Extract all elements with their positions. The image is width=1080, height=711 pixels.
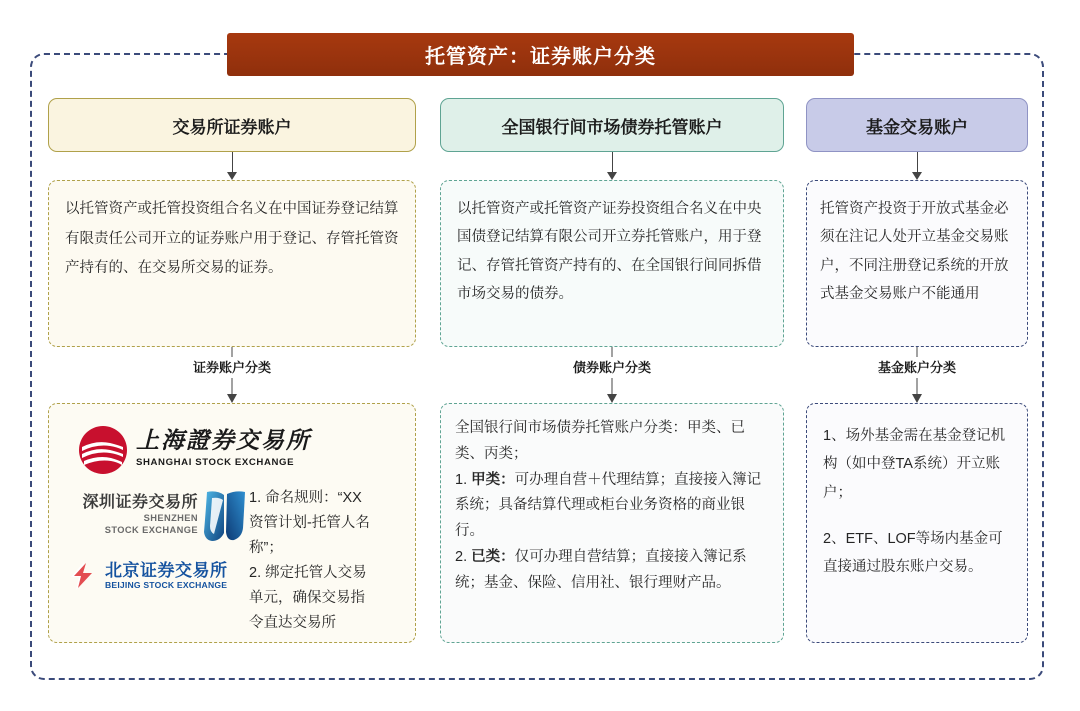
item-body: 可办理自营＋代理结算；直接接入簿记系统；具备结算代理或柜台业务资格的商业银行。 xyxy=(455,471,762,540)
note-line: 称”； xyxy=(249,539,283,556)
bse-text xyxy=(105,562,228,591)
description-fund-trading-account xyxy=(806,180,1028,347)
spacer xyxy=(823,507,1011,525)
header-label: 全国银行间市场债券托管账户 xyxy=(501,117,723,138)
sse-english-name: SHANGHAI STOCK EXCHANGE xyxy=(136,457,295,469)
header-exchange-securities-account[interactable] xyxy=(48,98,416,152)
connector-arrow-col1-top xyxy=(48,152,416,180)
connector-arrow-col2-labeled xyxy=(440,347,784,403)
item-term: 已类： xyxy=(471,548,515,565)
page-title: 托管资产：证券账户分类 xyxy=(425,44,656,68)
shanghai-stock-exchange-icon xyxy=(77,424,129,476)
detail-intro: 全国银行间市场债券托管账户分类：甲类、已类、丙类； xyxy=(455,420,745,462)
arrow-head-icon xyxy=(912,394,922,403)
connector-arrow-col1-labeled xyxy=(48,347,416,403)
beijing-stock-exchange-icon xyxy=(61,556,101,596)
connector-stem-bottom xyxy=(612,378,613,395)
item-term: 甲类： xyxy=(471,471,515,488)
note-line: 单元，确保交易指 xyxy=(249,589,365,606)
item-body: 仅可办理自营结算；直接接入簿记系统；基金、保险、信用社、银行理财产品。 xyxy=(455,548,747,591)
header-interbank-bond-custody-account[interactable] xyxy=(440,98,784,152)
description-text: 以托管资产或托管资产证券投资组合名义在中央国债登记结算有限公司开立券托管账户，用于登记、存管托管资产持有的、在全国银行间同拆借市场交易的债券。 xyxy=(457,201,762,302)
header-label: 基金交易账户 xyxy=(866,117,968,138)
arrow-head-icon xyxy=(227,172,237,180)
lower-logos-group xyxy=(61,482,403,636)
connector-stem-bottom xyxy=(232,378,233,395)
connector-stem xyxy=(917,152,918,173)
note-line: 1. 命名规则：“XX xyxy=(249,490,362,506)
sse-chinese-name: 上海證券交易所 xyxy=(136,426,311,454)
szse-text xyxy=(61,493,198,536)
description-text: 以托管资产或托管投资组合名义在中国证券登记结算有限责任公司开立的证券账户用于登记、存管托管资产持有的、在交易所交易的证券。 xyxy=(65,201,399,277)
logo-shenzhen-stock-exchange xyxy=(61,488,249,542)
connector-arrow-col2-top xyxy=(440,152,784,180)
connector-stem xyxy=(612,152,613,173)
connector-label-securities: 证券账户分类 xyxy=(188,357,276,376)
detail-item xyxy=(455,468,769,545)
connector-label-fund: 基金账户分类 xyxy=(873,357,961,376)
item-number: 2. xyxy=(455,548,472,565)
note-line: 2. 绑定托管人交易 xyxy=(249,564,367,581)
detail-interbank-bond-custody-account xyxy=(440,403,784,643)
header-fund-trading-account[interactable] xyxy=(806,98,1028,152)
logo-column xyxy=(61,482,249,596)
logo-shanghai-stock-exchange xyxy=(77,424,403,476)
bse-english-name: BEIJING STOCK EXCHANGE xyxy=(105,580,228,591)
description-interbank-bond-custody-account xyxy=(440,180,784,347)
logo-beijing-stock-exchange xyxy=(61,556,249,596)
description-text: 托管资产投资于开放式基金必须在注记人处开立基金交易账户，不同注册登记系统的开放式基金交易账户不能通用 xyxy=(820,201,1009,302)
column-exchange-securities-account xyxy=(48,98,416,643)
description-exchange-securities-account xyxy=(48,180,416,347)
detail-item xyxy=(455,545,769,597)
exchange-account-notes xyxy=(249,482,403,636)
detail-fund-trading-account xyxy=(806,403,1028,643)
arrow-head-icon xyxy=(607,172,617,180)
arrow-head-icon xyxy=(912,172,922,180)
connector-stem xyxy=(232,152,233,173)
arrow-head-icon xyxy=(227,394,237,403)
detail-item: 1、场外基金需在基金登记机构（如中登TA系统）开立账户； xyxy=(823,428,1006,501)
szse-english-line1: SHENZHEN xyxy=(143,513,198,524)
diagram-title-banner xyxy=(227,33,854,76)
column-interbank-bond-custody-account xyxy=(440,98,784,643)
column-fund-trading-account xyxy=(806,98,1028,643)
detail-exchange-securities-account xyxy=(48,403,416,643)
detail-item: 2、ETF、LOF等场内基金可直接通过股东账户交易。 xyxy=(823,530,1003,576)
szse-english-line2: STOCK EXCHANGE xyxy=(104,525,198,535)
connector-stem-bottom xyxy=(917,378,918,395)
item-number: 1. xyxy=(455,471,472,488)
arrow-head-icon xyxy=(607,394,617,403)
shenzhen-stock-exchange-icon xyxy=(203,488,249,542)
sse-text xyxy=(136,426,311,471)
connector-arrow-col3-labeled xyxy=(806,347,1028,403)
connector-arrow-col3-top xyxy=(806,152,1028,180)
connector-label-bond: 债券账户分类 xyxy=(568,357,656,376)
note-line: 资管计划-托管人名 xyxy=(249,514,370,531)
note-line: 令直达交易所 xyxy=(249,614,336,631)
bse-chinese-name: 北京证券交易所 xyxy=(105,560,228,580)
szse-chinese-name: 深圳证券交易所 xyxy=(82,494,198,512)
header-label: 交易所证券账户 xyxy=(172,117,292,138)
